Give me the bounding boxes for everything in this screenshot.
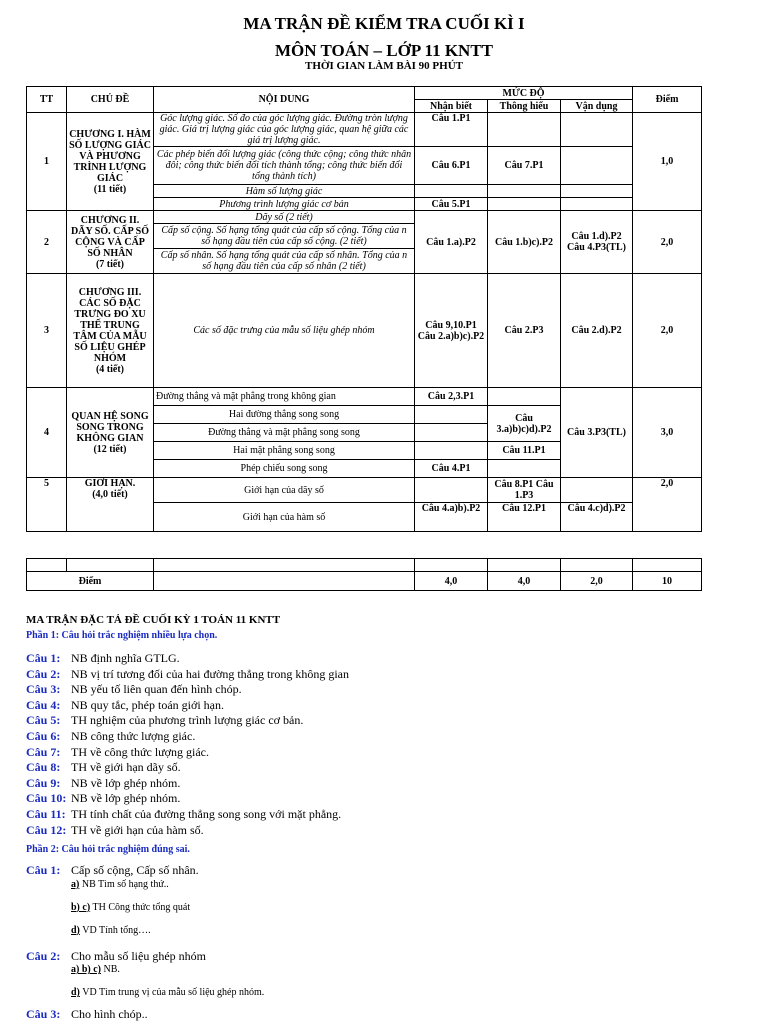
- list-item: [26, 807, 746, 823]
- question-text: TH tính chất của đường thẳng song song với mặt phẳng.: [71, 806, 342, 821]
- table-row: [27, 274, 702, 388]
- row-score: 1,0: [633, 113, 702, 211]
- apply-cell: [561, 198, 633, 211]
- header-score: Điểm: [633, 87, 702, 113]
- exam-matrix-table: [26, 86, 702, 532]
- sub-item: d) VD Tìm trung vị của mẫu số liệu ghép nhóm.: [71, 987, 265, 999]
- question-label: Câu 4:: [26, 697, 61, 712]
- table-row: [27, 559, 702, 572]
- question-text: NB vị trí tương đối của hai đường thẳng trong không gian: [71, 666, 349, 681]
- question-text: Cho mẫu số liệu ghép nhóm: [71, 948, 206, 963]
- list-item: [26, 682, 746, 698]
- row-score: 3,0: [633, 388, 702, 478]
- score-row: [27, 572, 702, 591]
- question-text: TH về giới hạn dãy số.: [71, 760, 181, 775]
- question-label: Câu 2:: [26, 666, 61, 681]
- question-label: Câu 9:: [26, 775, 61, 790]
- recognize-cell: [415, 406, 488, 424]
- list-item: [26, 745, 746, 761]
- list-item: [26, 651, 746, 667]
- understand-cell: Câu 7.P1: [488, 147, 561, 185]
- content-cell: Góc lượng giác. Số đo của góc lượng giác. Đường tròn lượng giác. Giá trị lượng giác của góc lượng giác, quan hệ giữa các giá trị lượng giác.: [154, 113, 415, 147]
- apply-cell: [561, 185, 633, 198]
- row-number: 3: [27, 274, 67, 388]
- recognize-cell: [415, 442, 488, 460]
- sub-item: a) NB Tìm số hạng thứ..: [71, 878, 169, 890]
- row-score: 2,0: [633, 211, 702, 274]
- content-cell: Cấp số nhân. Số hạng tổng quát của cấp số nhân. Tổng của n số hạng đầu tiên của cấp số nhân (2 tiết): [154, 249, 415, 274]
- header-row: [27, 87, 702, 100]
- recognize-cell: Câu 9,10.P1 Câu 2.a)b)c).P2: [415, 274, 488, 388]
- recognize-cell: Câu 1.a).P2: [415, 211, 488, 274]
- recognize-cell: Câu 2,3.P1: [415, 388, 488, 406]
- question-text: Cho hình chóp..: [71, 1007, 148, 1022]
- question-label: Câu 2:: [26, 948, 61, 963]
- understand-cell: Câu 2.P3: [488, 274, 561, 388]
- part1-heading: Phần 1: Câu hỏi trắc nghiệm nhiều lựa chọn.: [26, 630, 218, 641]
- list-item: [26, 791, 746, 807]
- row-topic: CHƯƠNG I. HÀM SỐ LƯỢNG GIÁC VÀ PHƯƠNG TRÌNH LƯỢNG GIÁC (11 tiết): [67, 113, 154, 211]
- apply-cell: Câu 3.P3(TL): [561, 388, 633, 478]
- recognize-cell: Câu 5.P1: [415, 198, 488, 211]
- row-score: 2,0: [633, 478, 702, 532]
- question-text: NB công thức lượng giác.: [71, 728, 196, 743]
- recognize-cell: Câu 1.P1: [415, 113, 488, 147]
- content-cell: Đường thẳng và mặt phẳng trong không gian: [154, 388, 415, 406]
- content-cell: Hai mặt phẳng song song: [154, 442, 415, 460]
- understand-cell: Câu 12.P1: [488, 503, 561, 532]
- recognize-cell: [415, 478, 488, 503]
- content-cell: Phép chiếu song song: [154, 460, 415, 478]
- content-cell: Phương trình lượng giác cơ bản: [154, 198, 415, 211]
- question-label: Câu 1:: [26, 651, 61, 665]
- question-text: Cấp số cộng, Cấp số nhân.: [71, 863, 199, 878]
- understand-cell: [488, 198, 561, 211]
- list-item: [26, 823, 746, 839]
- list-item: [26, 760, 746, 776]
- score-total: 10: [633, 572, 702, 591]
- understand-cell: Câu 3.a)b)c)d).P2: [488, 406, 561, 442]
- apply-cell: [561, 113, 633, 147]
- question-label: Câu 10:: [26, 791, 67, 806]
- question-label: Câu 5:: [26, 713, 61, 728]
- row-number: 1: [27, 113, 67, 211]
- header-level: MỨC ĐỘ: [415, 87, 633, 100]
- question-text: TH về giới hạn của hàm số.: [71, 822, 204, 837]
- header-recognize: Nhận biết: [415, 100, 488, 113]
- question-text: NB về lớp ghép nhóm.: [71, 775, 181, 790]
- row-number: 4: [27, 388, 67, 478]
- content-cell: Hai đường thẳng song song: [154, 406, 415, 424]
- header-tt: TT: [27, 87, 67, 113]
- score-understand: 4,0: [488, 572, 561, 591]
- spec-section: [26, 614, 746, 1023]
- understand-cell: [488, 185, 561, 198]
- doc-duration: THỜI GIAN LÀM BÀI 90 PHÚT: [305, 60, 463, 72]
- list-item: [26, 667, 746, 683]
- recognize-cell: Câu 4.a)b).P2: [415, 503, 488, 532]
- list-item: [26, 729, 746, 745]
- content-cell: Cấp số cộng. Số hạng tổng quát của cấp số cộng. Tổng của n số hạng đầu tiên của cấp số cộng. (2 tiết): [154, 224, 415, 249]
- question-text: TH nghiệm của phương trình lượng giác cơ bản.: [71, 713, 304, 728]
- content-cell: Các phép biến đổi lượng giác (công thức cộng; công thức nhân đôi; công thức biến đổi tích thành tổng; công thức biến đổi tổng thành tích): [154, 147, 415, 185]
- content-cell: Giới hạn của hàm số: [154, 503, 415, 532]
- content-cell: Hàm số lượng giác: [154, 185, 415, 198]
- recognize-cell: [415, 185, 488, 198]
- spec-title: MA TRẬN ĐẶC TẢ ĐỀ CUỐI KỲ 1 TOÁN 11 KNTT: [26, 614, 281, 626]
- score-table: [26, 558, 702, 591]
- question-text: NB định nghĩa GTLG.: [71, 651, 180, 665]
- question-label: Câu 6:: [26, 728, 61, 743]
- list-item: [26, 1007, 746, 1023]
- question-label: Câu 7:: [26, 744, 61, 759]
- doc-subtitle: MÔN TOÁN – LỚP 11 KNTT: [274, 41, 494, 60]
- doc-title: MA TRẬN ĐỀ KIỂM TRA CUỐI KÌ I: [243, 14, 525, 33]
- understand-cell: [488, 388, 561, 406]
- row-score: 2,0: [633, 274, 702, 388]
- header-content: NỘI DUNG: [154, 87, 415, 113]
- question-label: Câu 8:: [26, 760, 61, 775]
- apply-cell: Câu 4.c)d).P2: [561, 503, 633, 532]
- apply-cell: [561, 478, 633, 503]
- table-row: [27, 478, 702, 503]
- score-apply: 2,0: [561, 572, 633, 591]
- content-cell: Dãy số (2 tiết): [154, 211, 415, 224]
- row-number: 5: [27, 478, 67, 532]
- sub-item: b) c) TH Công thức tổng quát: [71, 901, 191, 913]
- question-label: Câu 1:: [26, 863, 61, 878]
- apply-cell: [561, 147, 633, 185]
- list-item: [26, 713, 746, 729]
- content-cell: Đường thẳng và mặt phẳng song song: [154, 424, 415, 442]
- list-item: [26, 949, 746, 965]
- recognize-cell: Câu 6.P1: [415, 147, 488, 185]
- question-text: NB yếu tố liên quan đến hình chóp.: [71, 682, 242, 697]
- question-label: Câu 3:: [26, 682, 61, 697]
- row-topic: GIỚI HẠN. (4,0 tiết): [67, 478, 154, 532]
- understand-cell: [488, 460, 561, 478]
- recognize-cell: [415, 424, 488, 442]
- table-row: [27, 211, 702, 224]
- row-topic: CHƯƠNG III. CÁC SỐ ĐẶC TRƯNG ĐO XU THẾ TRUNG TÂM CỦA MẪU SỐ LIỆU GHÉP NHÓM (4 tiết): [67, 274, 154, 388]
- content-cell: Giới hạn của dãy số: [154, 478, 415, 503]
- sub-item: a) b) c) NB.: [71, 964, 120, 976]
- list-item: [26, 698, 746, 714]
- row-number: 2: [27, 211, 67, 274]
- understand-cell: Câu 1.b)c).P2: [488, 211, 561, 274]
- part1-list: [26, 651, 746, 838]
- table-row: [27, 113, 702, 147]
- recognize-cell: Câu 4.P1: [415, 460, 488, 478]
- score-label: Điểm: [27, 572, 154, 591]
- header-apply: Vận dụng: [561, 100, 633, 113]
- question-label: Câu 11:: [26, 806, 66, 821]
- question-text: NB về lớp ghép nhóm.: [71, 791, 181, 806]
- table-row: [27, 388, 702, 406]
- list-item: [26, 776, 746, 792]
- understand-cell: Câu 8.P1 Câu 1.P3: [488, 478, 561, 503]
- list-item: [26, 863, 746, 879]
- row-topic: QUAN HỆ SONG SONG TRONG KHÔNG GIAN (12 tiết): [67, 388, 154, 478]
- question-label: Câu 3:: [26, 1007, 61, 1022]
- apply-cell: Câu 1.d).P2 Câu 4.P3(TL): [561, 211, 633, 274]
- sub-item: d) VD Tính tổng….: [71, 924, 151, 936]
- part2-heading: Phần 2: Câu hỏi trắc nghiệm đúng sai.: [26, 844, 190, 856]
- understand-cell: [488, 113, 561, 147]
- row-topic: CHƯƠNG II. DÃY SỐ. CẤP SỐ CỘNG VÀ CẤP SỐ NHÂN (7 tiết): [67, 211, 154, 274]
- question-text: TH về công thức lượng giác.: [71, 744, 209, 759]
- header-understand: Thông hiểu: [488, 100, 561, 113]
- question-label: Câu 12:: [26, 822, 67, 837]
- understand-cell: Câu 11.P1: [488, 442, 561, 460]
- question-text: NB quy tắc, phép toán giới hạn.: [71, 697, 224, 712]
- content-cell: Các số đặc trưng của mẫu số liệu ghép nhóm: [154, 274, 415, 388]
- score-recognize: 4,0: [415, 572, 488, 591]
- apply-cell: Câu 2.d).P2: [561, 274, 633, 388]
- header-topic: CHỦ ĐỀ: [67, 87, 154, 113]
